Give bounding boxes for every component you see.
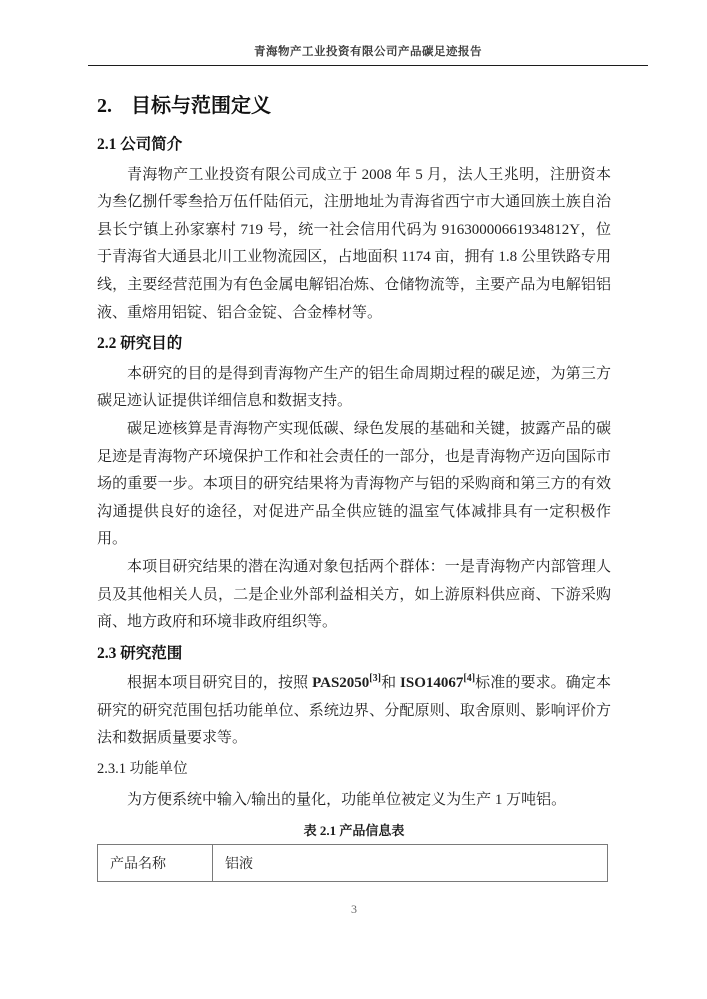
table-caption: 表 2.1 产品信息表 (303, 823, 405, 839)
document-body (97, 93, 611, 918)
page-header (88, 0, 648, 66)
product-info-table (97, 844, 608, 882)
paragraph-purpose-3: 本项目研究结果的潜在沟通对象包括两个群体：一是青海物产内部管理人员及其他相关人员，二是企业外部利益相关方，如上游原料供应商、下游采购商、地方政府和环境非政府组织等。 (97, 558, 611, 631)
paragraph-company-profile: 青海物产工业投资有限公司成立于 2008 年 5 月，法人王兆明，注册资本为叁亿捌仟零叁拾万伍仟陆佰元，注册地址为青海省西宁市大通回族土族自治县长宁镇上孙家寨村 719 号，统一社会信用代码为 91630000661934812Y，位于青海省大通县北川工业物流园区，占地面积 1174 亩，拥有 1.8 公里铁路专用线，主要经营范围为有色金属电解铝冶炼、仓储物流等，主要产品为电解铝铝液、重熔用铝锭、铝合金锭、合金棒材等。 (97, 166, 611, 321)
table-row (98, 845, 608, 882)
section-heading-2-2: 2.2 研究目的 (97, 335, 183, 353)
paragraph-functional-unit: 为方便系统中输入/输出的量化，功能单位被定义为生产 1 万吨铝。 (127, 791, 567, 808)
product-name-value-cell: 铝液 (213, 845, 608, 882)
report-header-title: 青海物产工业投资有限公司产品碳足迹报告 (254, 46, 482, 58)
page-number: 3 (351, 902, 357, 917)
scope-text-2: 和 (380, 675, 401, 692)
paragraph-purpose-2: 碳足迹核算是青海物产实现低碳、绿色发展的基础和关键，披露产品的碳足迹是青海物产环境保护工作和社会责任的一部分，也是青海物产迈向国际市场的重要一步。本项目的研究结果将为青海物产与铝的采购商和第三方的有效沟通提供良好的途径，对促进产品全供应链的温室气体减排具有一定积极作用。 (97, 420, 611, 548)
citation-3: [3] (369, 673, 381, 685)
section-heading-2-1: 2.1 公司简介 (97, 136, 183, 153)
subsection-heading-2-3-1: 2.3.1 功能单位 (97, 761, 188, 778)
paragraph-purpose-1: 本研究的目的是得到青海物产生产的铝生命周期过程的碳足迹，为第三方碳足迹认证提供详细信息和数据支持。 (97, 365, 611, 410)
citation-4: [4] (463, 673, 476, 685)
chapter-heading (97, 93, 611, 119)
standard-pas2050: PAS2050 (312, 675, 370, 692)
chapter-number: 2. (97, 95, 112, 117)
scope-text-1: 根据本项目研究目的，按照 (127, 675, 313, 692)
paragraph-scope (97, 670, 611, 753)
chapter-title: 目标与范围定义 (131, 95, 271, 117)
product-name-label-cell: 产品名称 (98, 845, 213, 882)
section-heading-2-3: 2.3 研究范围 (97, 644, 183, 662)
standard-iso14067: ISO14067 (400, 675, 464, 692)
scope-text-3: 标准的要求。确定本研究的研究范围包括功能单位、系统边界、分配原则、取舍原则、影响评价方法和数据质量要求等。 (97, 675, 611, 747)
